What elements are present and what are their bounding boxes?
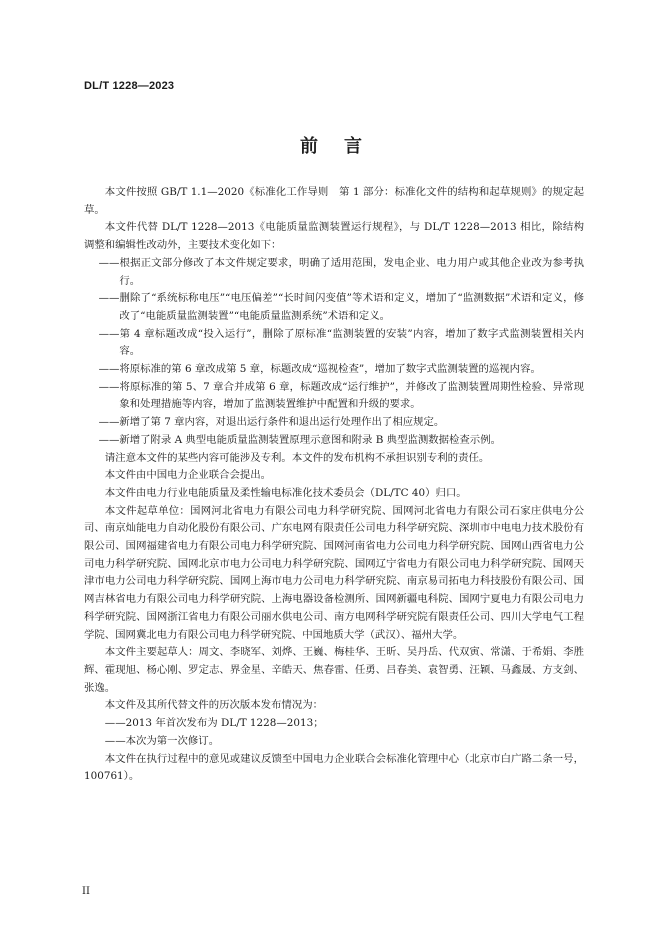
history-item-revision: ——本次为第一次修订。 xyxy=(104,734,220,747)
paragraph-feedback: 本文件在执行过程中的意见或建议反馈至中国电力企业联合会标准化管理中心（北京市白广路二条一号，100761）。 xyxy=(84,752,584,783)
change-item-chapter-6: ——将原标准的第 5、7 章合并成第 6 章，标题改成“运行维护”，并修改了监测装置周期性检验、异常现象和处理措施等内容，增加了监测装置维护中配置和升级的要求。 xyxy=(98,380,584,411)
change-item-chapter-4: ——第 4 章标题改成“投入运行”，删除了原标准“监测装置的安装”内容，增加了数字式监测装置相关内容。 xyxy=(98,327,584,358)
document-code: DL/T 1228—2023 xyxy=(84,80,175,92)
paragraph-drafting-rules: 本文件按照 GB/T 1.1—2020《标准化工作导则 第 1 部分：标准化文件的结构和起草规则》的规定起草。 xyxy=(84,186,584,216)
paragraph-patent-notice: 请注意本文件的某些内容可能涉及专利。本文件的发布机构不承担识别专利的责任。 xyxy=(104,451,490,464)
foreword-body xyxy=(84,184,584,786)
paragraph-technical-committee: 本文件由电力行业电能质量及柔性输电标准化技术委员会（DL/TC 40）归口。 xyxy=(104,486,467,499)
paragraph-history-intro: 本文件及其所代替文件的历次版本发布情况为： xyxy=(104,699,323,712)
paragraph-proposed-by: 本文件由中国电力企业联合会提出。 xyxy=(104,469,272,482)
change-item-scope: ——根据正文部分修改了本文件规定要求，明确了适用范围，发电企业、电力用户或其他企业改为参考执行。 xyxy=(98,256,584,287)
paragraph-replaces: 本文件代替 DL/T 1228—2013《电能质量监测装置运行规程》，与 DL/T 1228—2013 相比，除结构调整和编辑性改动外，主要技术变化如下： xyxy=(84,221,584,252)
paragraph-drafting-units: 本文件起草单位：国网河北省电力有限公司电力科学研究院、国网河北省电力有限公司石家庄供电分公司、南京灿能电力自动化股份有限公司、广东电网有限责任公司电力科学研究院、深圳市中电电力技术股份有限公司、国网福建省电力有限公司电力科学研究院、国网河南省电力公司电力科学研究院、国网山西省电力公司电力科学研究院、国网北京市电力公司电力科学研究院、国网辽宁省电力有限公司电力科学研究院、国网天津市电力公司电力科学研究院、国网上海市电力公司电力科学研究院、南京易司拓电力科技股份有限公司、国网吉林省电力有限公司电力科学研究院、上海电器设备检测所、国网新疆电科院、国网宁夏电力有限公司电力科学研究院、国网浙江省电力有限公司丽水供电公司、南方电网科学研究院有限责任公司、四川大学电气工程学院、国网冀北电力有限公司电力科学研究院、中国地质大学（武汉）、福州大学。 xyxy=(84,504,584,641)
change-item-chapter-5: ——将原标准的第 6 章改成第 5 章，标题改成“巡视检查”，增加了数字式监测装置的巡视内容。 xyxy=(98,363,541,376)
change-item-chapter-7: ——新增了第 7 章内容，对退出运行条件和退出运行处理作出了相应规定。 xyxy=(98,416,445,429)
page-title: 前言 xyxy=(300,136,388,157)
change-item-annex: ——新增了附录 A 典型电能质量监测装置原理示意图和附录 B 典型监测数据检查示例。 xyxy=(98,433,501,446)
history-item-first-release: ——2013 年首次发布为 DL/T 1228—2013； xyxy=(104,717,324,730)
change-item-terms: ——删除了“系统标称电压”“电压偏差”“长时间闪变值”等术语和定义，增加了“监测数据”术语和定义，修改了“电能质量监测装置”“电能质量监测系统”术语和定义。 xyxy=(98,292,584,322)
page-number: II xyxy=(82,886,90,897)
paragraph-drafters: 本文件主要起草人：周文、李晓军、刘烨、王巍、梅桂华、王昕、吴丹岳、代双寅、常潇、于希娟、李胜辉、霍现旭、杨心刚、罗定志、界金星、辛皓天、焦春雷、任勇、吕春美、袁智勇、汪颖、马鑫晟、方支剑、张逸。 xyxy=(84,646,584,694)
